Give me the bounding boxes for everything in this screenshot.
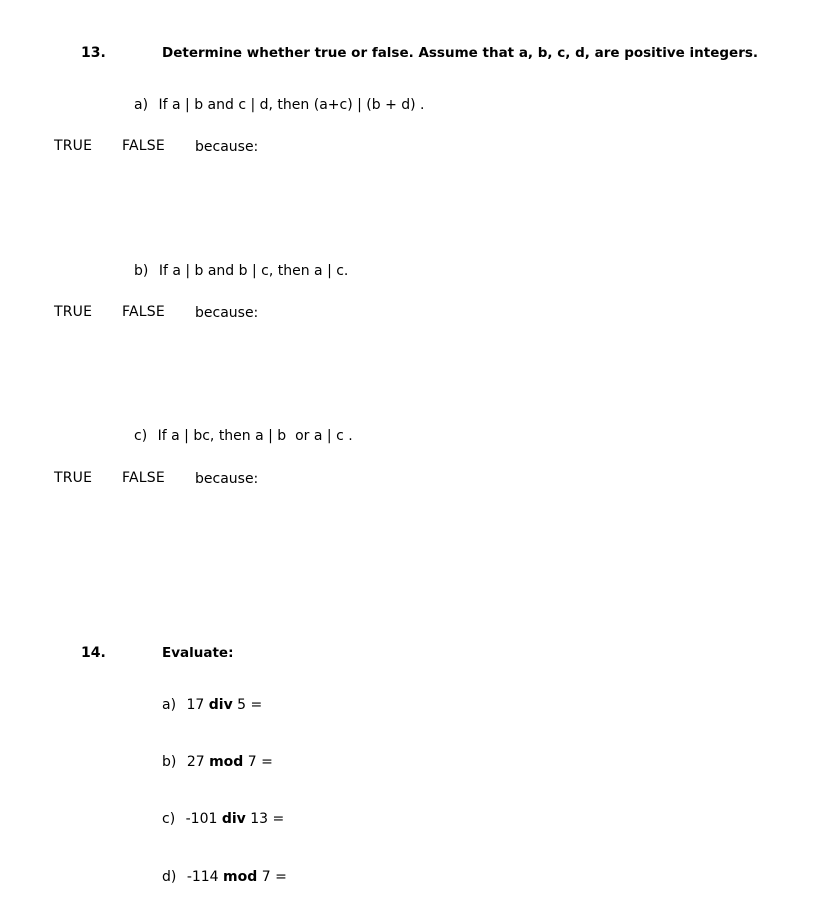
q13-a-because-label: because: <box>195 139 259 155</box>
q14-part-b-operator: mod <box>209 754 244 770</box>
q14-part-b <box>162 754 273 770</box>
q14-part-a-label: a) <box>162 697 177 713</box>
q13-b-true-option[interactable]: TRUE <box>54 304 93 320</box>
q14-part-c-operator: div <box>221 811 246 827</box>
q13-c-because-label: because: <box>195 471 259 487</box>
question-14-number: 14. <box>81 645 106 661</box>
q13-part-a-text: If a | b and c | d, then (a+c) | (b + d) . <box>158 97 425 113</box>
q14-part-d-pre: -114 <box>186 869 224 885</box>
q13-b-false-option[interactable]: FALSE <box>122 304 165 320</box>
q14-part-a-post: 5 = <box>232 697 263 713</box>
q13-a-false-option[interactable]: FALSE <box>122 138 165 154</box>
q13-part-c <box>134 428 353 444</box>
q14-part-d-post: 7 = <box>257 869 287 885</box>
q14-part-c <box>162 811 284 827</box>
q13-c-true-option[interactable]: TRUE <box>54 470 93 486</box>
q14-part-d <box>162 869 287 885</box>
question-13-number: 13. <box>81 45 106 61</box>
question-14-instruction: Evaluate: <box>162 645 234 661</box>
q13-b-because-label: because: <box>195 305 259 321</box>
q14-part-a <box>162 697 262 713</box>
q14-part-b-post: 7 = <box>243 754 273 770</box>
q13-part-b-text: If a | b and b | c, then a | c. <box>158 263 349 279</box>
q14-part-a-pre: 17 <box>186 697 209 713</box>
q14-part-b-pre: 27 <box>186 754 210 770</box>
q14-part-d-operator: mod <box>223 869 258 885</box>
q14-part-b-label: b) <box>162 754 177 770</box>
q14-part-c-post: 13 = <box>245 811 285 827</box>
q14-part-c-pre: -101 <box>185 811 222 827</box>
q13-c-false-option[interactable]: FALSE <box>122 470 165 486</box>
q13-part-a <box>134 97 425 113</box>
q13-part-b-label: b) <box>134 263 149 279</box>
q14-part-c-label: c) <box>162 811 176 827</box>
q14-part-d-label: d) <box>162 869 177 885</box>
q13-part-b <box>134 263 348 279</box>
q14-part-a-operator: div <box>208 697 233 713</box>
q13-a-true-option[interactable]: TRUE <box>54 138 93 154</box>
q13-part-a-label: a) <box>134 97 149 113</box>
q13-part-c-label: c) <box>134 428 148 444</box>
q13-part-c-text: If a | bc, then a | b or a | c . <box>157 428 353 444</box>
question-13-instruction: Determine whether true or false. Assume that a, b, c, d, are positive integers. <box>162 45 759 61</box>
